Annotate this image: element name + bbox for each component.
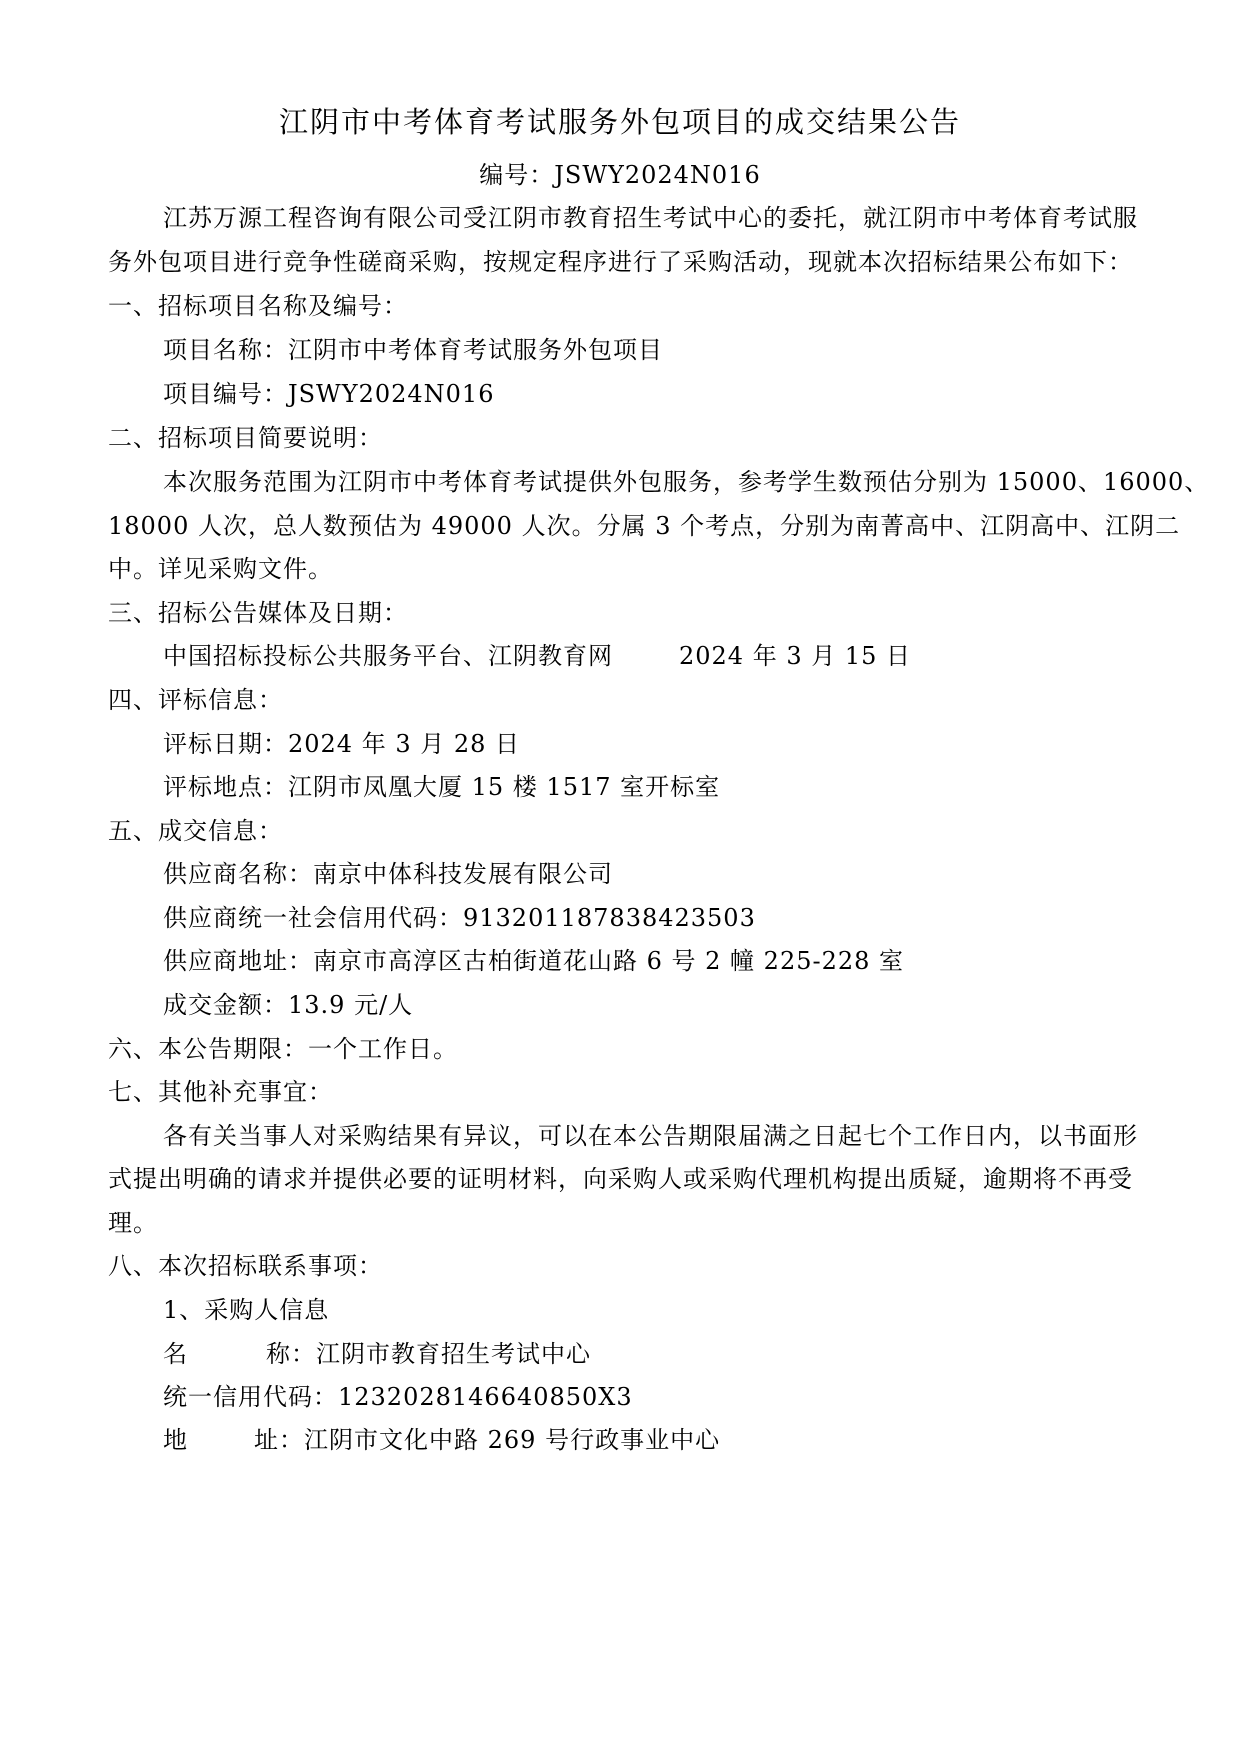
section-7-line-1: 各有关当事人对采购结果有异议，可以在本公告期限届满之日起七个工作日内，以书面形 bbox=[163, 1122, 1138, 1150]
section-2-heading: 二、招标项目简要说明： bbox=[108, 424, 383, 452]
section-7-line-2: 式提出明确的请求并提供必要的证明材料，向采购人或采购代理机构提出质疑，逾期将不再受 bbox=[108, 1165, 1133, 1193]
project-name: 项目名称：江阴市中考体育考试服务外包项目 bbox=[163, 336, 663, 364]
purchaser-name-line bbox=[163, 1339, 1138, 1369]
purchaser-credit-code: 统一信用代码：1232028146640850X3 bbox=[163, 1383, 633, 1411]
purchaser-name: 江阴市教育招生考试中心 bbox=[316, 1340, 591, 1368]
document-title: 江阴市中考体育考试服务外包项目的成交结果公告 bbox=[278, 105, 961, 139]
purchaser-info-heading: 1、采购人信息 bbox=[163, 1296, 330, 1324]
section-1-heading: 一、招标项目名称及编号： bbox=[108, 292, 408, 320]
project-number: 项目编号：JSWY2024N016 bbox=[163, 380, 495, 408]
intro-line-1: 江苏万源工程咨询有限公司受江阴市教育招生考试中心的委托，就江阴市中考体育考试服 bbox=[163, 204, 1138, 232]
section-2-line-2: 18000 人次，总人数预估为 49000 人次。分属 3 个考点，分别为南菁高中、江阴高中、江阴二 bbox=[108, 512, 1181, 540]
supplier-name: 供应商名称：南京中体科技发展有限公司 bbox=[163, 860, 613, 888]
evaluation-date: 评标日期：2024 年 3 月 28 日 bbox=[163, 730, 521, 758]
section-5-heading: 五、成交信息： bbox=[108, 817, 283, 845]
purchaser-address-line bbox=[163, 1425, 1138, 1455]
announcement-media: 中国招标投标公共服务平台、江阴教育网 bbox=[163, 642, 613, 670]
section-7-line-3: 理。 bbox=[108, 1209, 158, 1237]
section-8-heading: 八、本次招标联系事项： bbox=[108, 1252, 383, 1280]
purchaser-address: 江阴市文化中路 269 号行政事业中心 bbox=[304, 1426, 721, 1454]
purchaser-name-label-a: 名 bbox=[163, 1340, 188, 1368]
intro-line-2: 务外包项目进行竞争性磋商采购，按规定程序进行了采购活动，现就本次招标结果公布如下： bbox=[108, 248, 1133, 276]
section-3-heading: 三、招标公告媒体及日期： bbox=[108, 599, 408, 627]
document-number: 编号：JSWY2024N016 bbox=[479, 161, 761, 189]
section-2-line-3: 中。详见采购文件。 bbox=[108, 555, 333, 583]
purchaser-address-label-b: 址： bbox=[254, 1426, 304, 1454]
section-2-line-1: 本次服务范围为江阴市中考体育考试提供外包服务，参考学生数预估分别为 15000、16000、 bbox=[163, 468, 1210, 496]
announcement-media-line bbox=[163, 641, 1138, 671]
supplier-address: 供应商地址：南京市高淳区古柏街道花山路 6 号 2 幢 225-228 室 bbox=[163, 947, 905, 975]
purchaser-name-label-b: 称： bbox=[266, 1340, 316, 1368]
purchaser-address-label-a: 地 bbox=[163, 1426, 188, 1454]
announcement-date: 2024 年 3 月 15 日 bbox=[679, 642, 912, 670]
evaluation-place: 评标地点：江阴市凤凰大厦 15 楼 1517 室开标室 bbox=[163, 773, 721, 801]
section-7-heading: 七、其他补充事宜： bbox=[108, 1078, 333, 1106]
section-4-heading: 四、评标信息： bbox=[108, 686, 283, 714]
supplier-credit-code: 供应商统一社会信用代码：913201187838423503 bbox=[163, 904, 756, 932]
section-6-heading: 六、本公告期限：一个工作日。 bbox=[108, 1035, 458, 1063]
deal-amount: 成交金额：13.9 元/人 bbox=[163, 991, 414, 1019]
